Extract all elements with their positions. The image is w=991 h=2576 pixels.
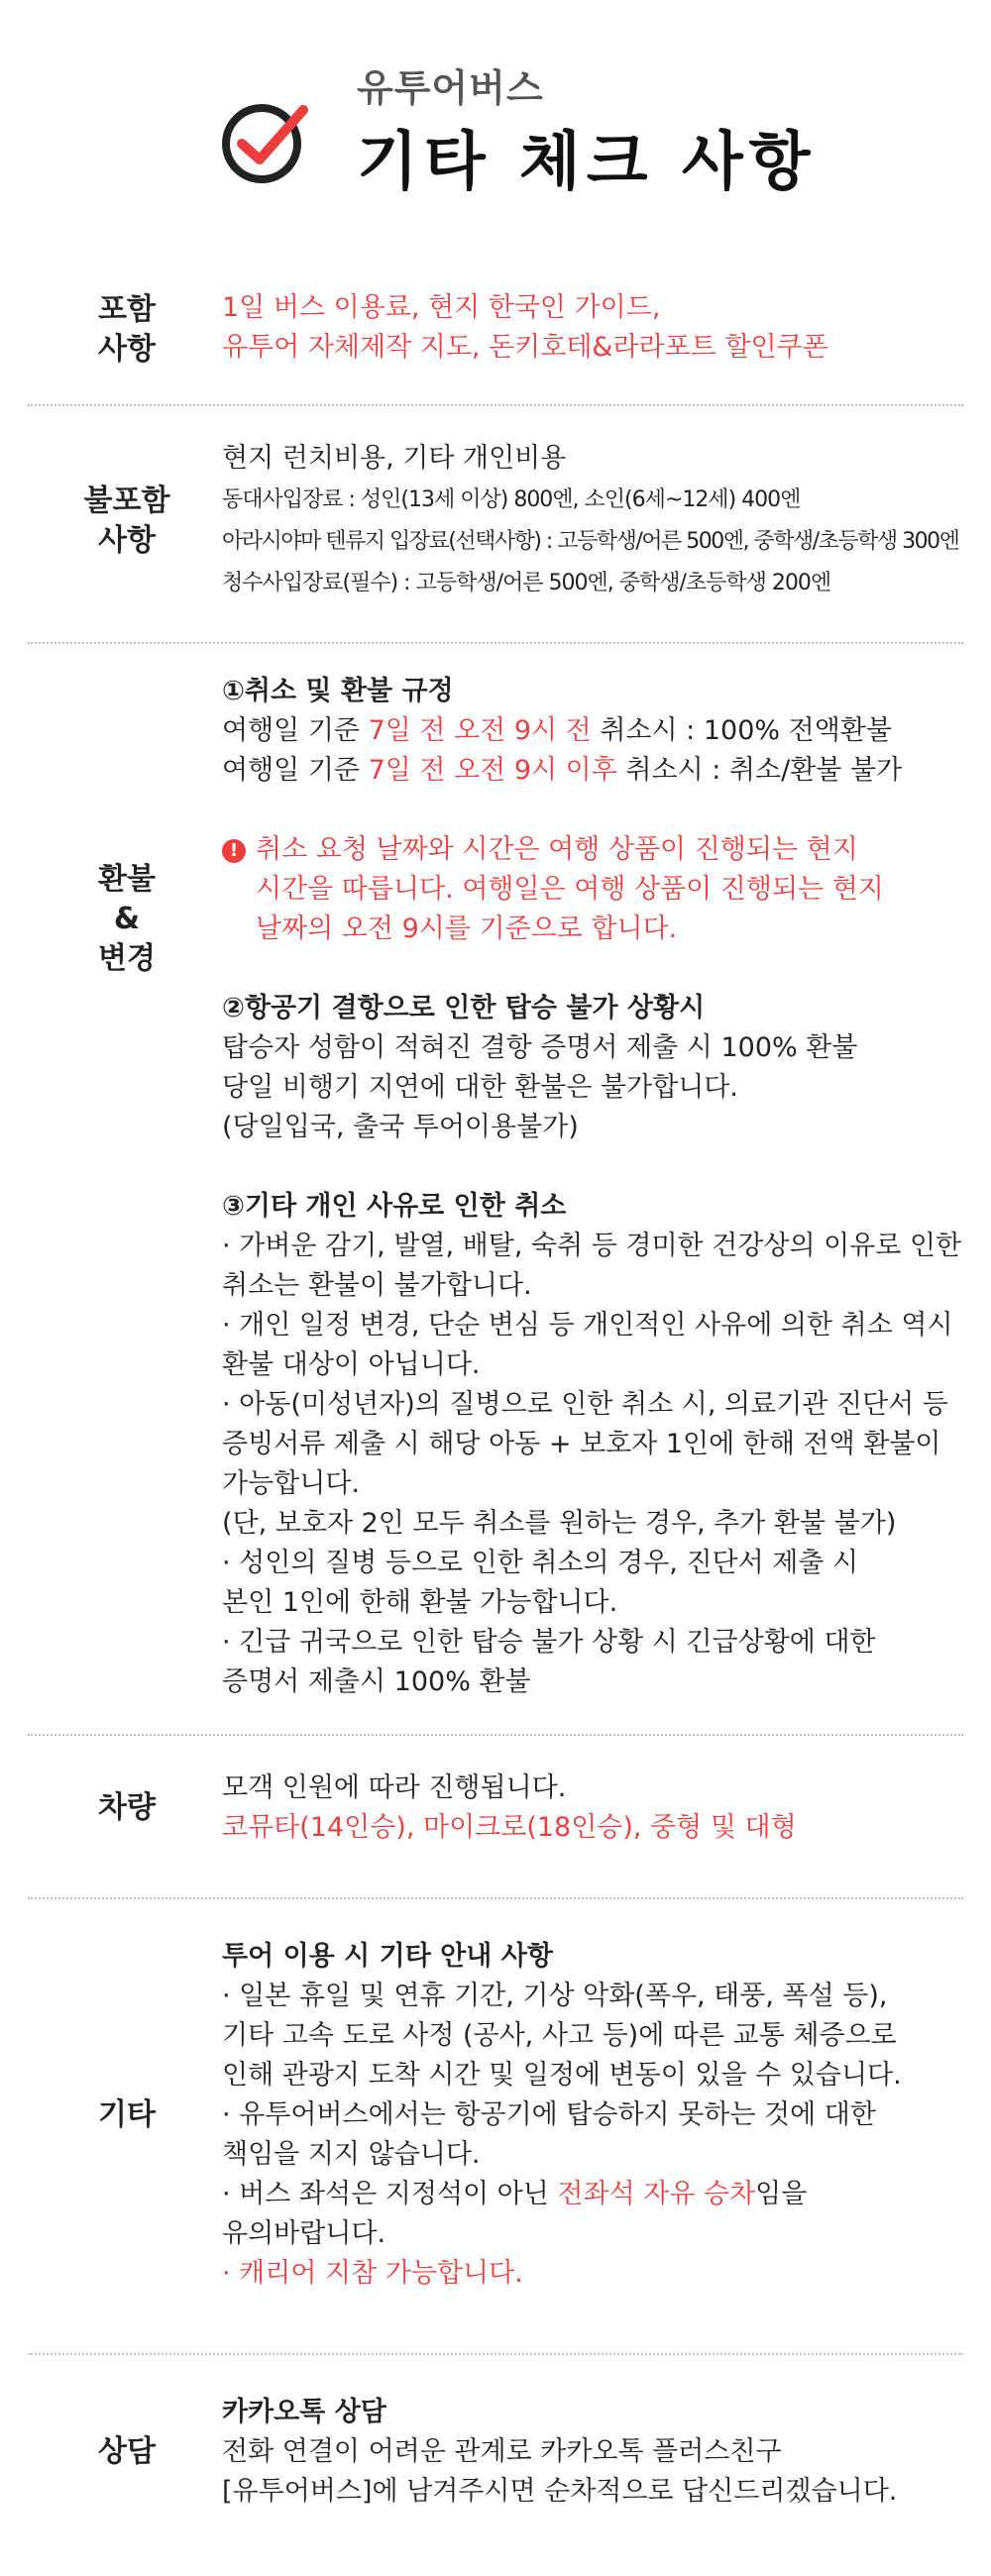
- rule3-line: (단, 보호자 2인 모두 취소를 원하는 경우, 추가 환불 불가): [222, 1508, 897, 1539]
- page-header: [0, 0, 991, 258]
- consult-line: 전화 연결이 어려운 관계로 카카오톡 플러스친구: [222, 2436, 782, 2467]
- rule3-line: 본인 1인에 한해 환불 가능합니다.: [222, 1587, 618, 1618]
- section-label: 환불 & 변경: [98, 862, 156, 976]
- section-consult: [28, 2393, 963, 2531]
- vehicle-types: 코뮤타(14인승), 마이크로(18인승), 중형 및 대형: [222, 1812, 797, 1843]
- divider: [28, 642, 963, 644]
- rule3-line: 환불 대상이 아닙니다.: [222, 1349, 481, 1380]
- divider: [28, 1897, 963, 1899]
- section-label: 포함 사항: [98, 292, 156, 367]
- section-included: [28, 282, 963, 381]
- rule3-line: · 긴급 귀국으로 인한 탑승 불가 상황 시 긴급상황에 대한: [222, 1627, 876, 1658]
- etc-line: · 유투어버스에서는 항공기에 탑승하지 못하는 것에 대한: [222, 2099, 876, 2130]
- rule1-title: ①취소 및 환불 규정: [222, 676, 454, 706]
- brand-name: 유투어버스: [357, 66, 544, 110]
- etc-line: 책임을 지지 않습니다.: [222, 2139, 481, 2170]
- rule1-line: 여행일 기준 7일 전 오전 9시 전 취소시 : 100% 전액환불: [222, 715, 892, 746]
- etc-content: [222, 1937, 975, 2294]
- rule3-line: 가능합니다.: [222, 1468, 360, 1499]
- refund-notice: ! 취소 요청 날짜와 시간은 여행 상품이 진행되는 현지 시간을 따릅니다. 여행일은 여행 상품이 진행되는 현지 날짜의 오전 9시를 기준으로 합니다.: [222, 830, 975, 949]
- rule2-line: 당일 비행기 지연에 대한 환불은 불가합니다.: [222, 1072, 738, 1103]
- etc-line: 인해 관광지 도착 시간 및 일정에 변동이 있을 수 있습니다.: [222, 2060, 902, 2091]
- etc-title: 투어 이용 시 기타 안내 사항: [222, 1941, 553, 1972]
- rule1-line: 여행일 기준 7일 전 오전 9시 이후 취소시 : 취소/환불 불가: [222, 755, 903, 786]
- exclamation-icon: !: [222, 839, 246, 863]
- rule3-line: · 개인 일정 변경, 단순 변심 등 개인적인 사유에 의한 취소 역시: [222, 1310, 953, 1341]
- check-circle-icon: [220, 94, 311, 185]
- etc-line: · 일본 휴일 및 연휴 기간, 기상 악화(폭우, 태풍, 폭설 등),: [222, 1981, 888, 2011]
- section-label: 상담: [98, 2434, 156, 2469]
- divider: [28, 404, 963, 406]
- rule3-line: 취소는 환불이 불가합니다.: [222, 1270, 532, 1301]
- excluded-content: [222, 438, 975, 604]
- consult-content: [222, 2393, 975, 2512]
- section-excluded: [28, 436, 963, 614]
- included-line: 유투어 자체제작 지도, 돈키호테&라라포트 할인쿠폰: [222, 332, 828, 363]
- rule2-line: (당일입국, 출국 투어이용불가): [222, 1112, 579, 1142]
- divider: [28, 2353, 963, 2355]
- vehicle-line: 모객 인원에 따라 진행됩니다.: [222, 1772, 567, 1803]
- vehicle-content: [222, 1769, 975, 1848]
- consult-line: [유투어버스]에 남겨주시면 순차적으로 답신드리겠습니다.: [222, 2476, 898, 2507]
- included-content: [222, 288, 975, 368]
- etc-carrier: · 캐리어 지참 가능합니다.: [222, 2258, 523, 2289]
- rule3-line: · 성인의 질병 등으로 인한 취소의 경우, 진단서 제출 시: [222, 1548, 859, 1578]
- excluded-line: 동대사입장료 : 성인(13세 이상) 800엔, 소인(6세~12세) 400엔: [222, 487, 801, 512]
- rule3-title: ③기타 개인 사유로 인한 취소: [222, 1191, 567, 1222]
- consult-title: 카카오톡 상담: [222, 2397, 386, 2427]
- rule3-line: 증빙서류 제출 시 해당 아동 + 보호자 1인에 한해 전액 환불이: [222, 1429, 941, 1459]
- excluded-line: 청수사입장료(필수) : 고등학생/어른 500엔, 중학생/초등학생 200엔: [222, 571, 831, 595]
- excluded-line: 아라시야마 텐류지 입장료(선택사항) : 고등학생/어른 500엔, 중학생/초등학생 300엔: [222, 529, 959, 554]
- etc-line: 기타 고속 도로 사정 (공사, 사고 등)에 따른 교통 체증으로: [222, 2020, 897, 2051]
- rule3-line: · 아동(미성년자)의 질병으로 인한 취소 시, 의료기관 진단서 등: [222, 1389, 948, 1420]
- rule3-line: · 가벼운 감기, 발열, 배탈, 숙취 등 경미한 건강상의 이유로 인한: [222, 1231, 962, 1261]
- etc-line: 유의바랍니다.: [222, 2218, 386, 2249]
- section-refund: [28, 672, 963, 1722]
- refund-content: [222, 672, 975, 1702]
- excluded-line: 현지 런치비용, 기타 개인비용: [222, 443, 567, 474]
- rule2-title: ②항공기 결항으로 인한 탑승 불가 상황시: [222, 993, 706, 1023]
- etc-seat-line: · 버스 좌석은 지정석이 아닌 전좌석 자유 승차임을: [222, 2179, 808, 2209]
- divider: [28, 1734, 963, 1736]
- section-label: 차량: [98, 1790, 156, 1825]
- section-label: 기타: [98, 2097, 156, 2132]
- rule2-line: 탑승자 성함이 적혀진 결항 증명서 제출 시 100% 환불: [222, 1032, 858, 1063]
- section-label: 불포함 사항: [83, 483, 170, 558]
- page-title: 기타 체크 사항: [357, 126, 817, 199]
- section-vehicle: [28, 1769, 963, 1868]
- section-etc: [28, 1937, 963, 2313]
- rule3-line: 증명서 제출시 100% 환불: [222, 1666, 531, 1697]
- included-line: 1일 버스 이용료, 현지 한국인 가이드,: [222, 292, 661, 323]
